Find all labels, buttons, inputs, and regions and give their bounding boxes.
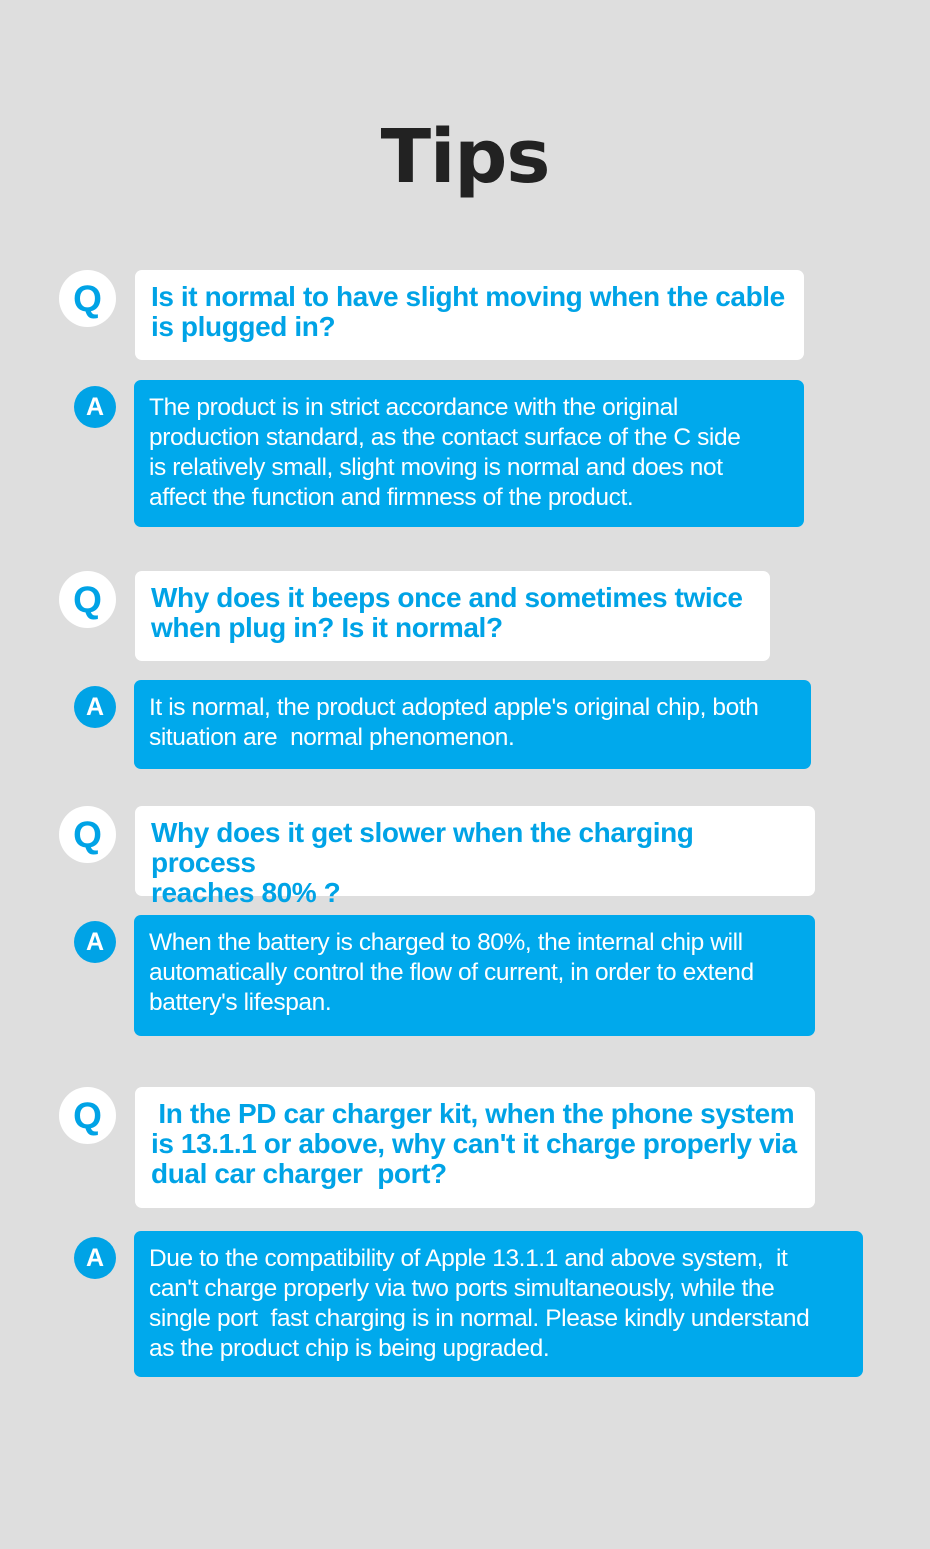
answer-text: When the battery is charged to 80%, the internal chip will automatically control the flow of current, in order to extend battery's lifespan. (134, 915, 815, 1036)
answer-badge: A (74, 686, 116, 728)
question-badge: Q (59, 270, 116, 327)
question-badge: Q (59, 1087, 116, 1144)
question-badge: Q (59, 571, 116, 628)
answer-text: Due to the compatibility of Apple 13.1.1 and above system, it can't charge properly via two ports simultaneously, while the single port fast charging is in normal. Please kindly understand as the product chip is being upgraded. (134, 1231, 863, 1377)
question-text: Why does it beeps once and sometimes twice when plug in? Is it normal? (135, 571, 770, 661)
question-text: Why does it get slower when the charging process reaches 80% ? (135, 806, 815, 896)
question-text: Is it normal to have slight moving when the cable is plugged in? (135, 270, 804, 360)
answer-text: The product is in strict accordance with the original production standard, as the contact surface of the C side is relatively small, slight moving is normal and does not affect the function and firmness of the product. (134, 380, 804, 527)
answer-text: It is normal, the product adopted apple's original chip, both situation are normal phenomenon. (134, 680, 811, 769)
page-title: Tips (380, 114, 550, 200)
question-badge: Q (59, 806, 116, 863)
question-text: In the PD car charger kit, when the phone system is 13.1.1 or above, why can't it charge properly via dual car charger port? (135, 1087, 815, 1208)
answer-badge: A (74, 921, 116, 963)
answer-badge: A (74, 1237, 116, 1279)
answer-badge: A (74, 386, 116, 428)
